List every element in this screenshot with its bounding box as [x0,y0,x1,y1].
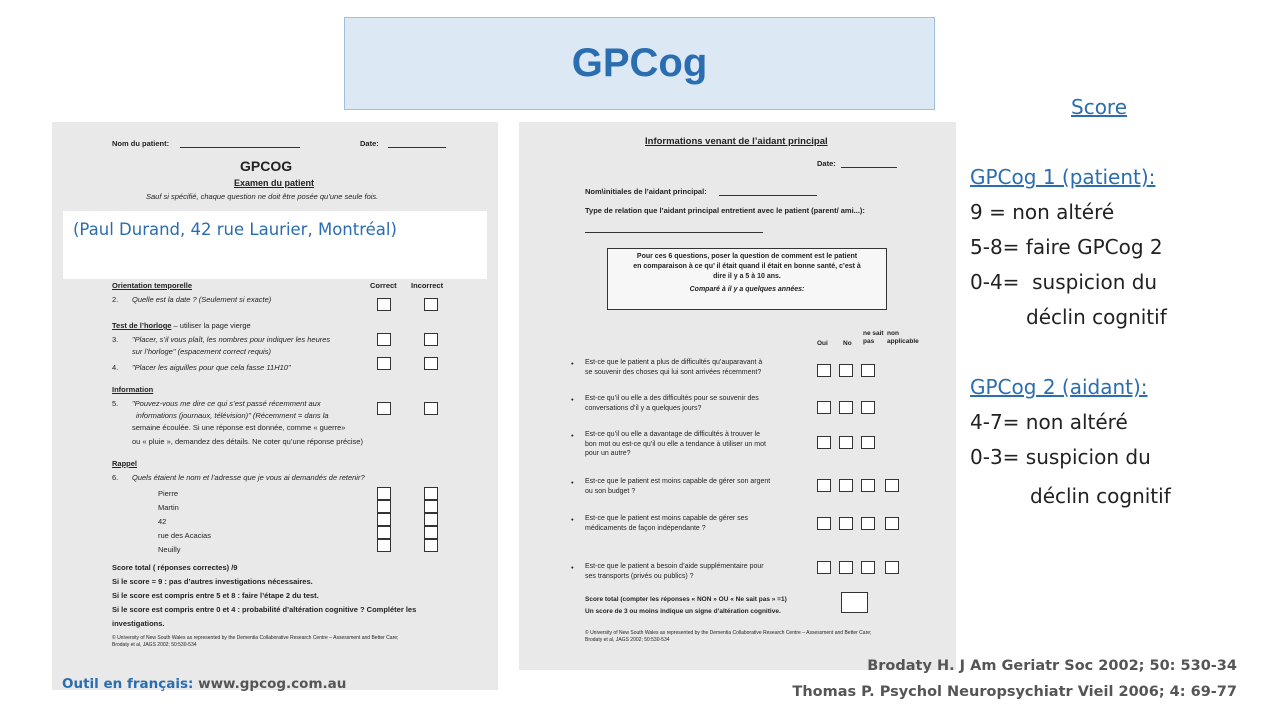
question-5-c: semaine écoulée. Si une réponse est donnée, comme « guerre» [132,423,346,432]
gpcog1-line-4: déclin cognitif [1026,305,1167,329]
section-rappel: Rappel [112,459,138,468]
col-non-applicable: non applicable [887,330,919,345]
col-correct: Correct [370,281,397,290]
q5-incorrect-checkbox[interactable] [424,402,438,415]
question-3-a: "Placer, s’il vous plaît, les nombres pour indiquer les heures [132,335,331,344]
gpcog1-line-2: 5-8= faire GPCog 2 [970,235,1163,259]
patient-date-label: Date: [360,139,379,148]
caregiver-question-5: Est-ce que le patient est moins capable de gérer ses médicaments de façon indépendante ? [585,515,749,532]
q6-number: 6. [112,473,119,482]
caregiver-score-a: Score total (compter les réponses « NON » OU « Ne sait pas » =1) [585,596,787,603]
q4-correct-checkbox[interactable] [377,357,391,370]
page-title: GPCog [571,41,708,85]
recall-correct-checkbox[interactable] [377,526,391,539]
recall-correct-checkbox[interactable] [377,487,391,500]
caregiver-instruction-box [607,248,887,310]
section-information: Information [112,385,154,394]
caregiver-question-3: Est-ce qu’il ou elle a davantage de difficultés à trouver le bon mot ou est-ce qu’il ou elle a tendance à utiliser un mot pour un autre? [585,431,766,457]
title-banner [344,17,935,110]
patient-form-heading: GPCOG [240,158,293,174]
question-5-b: informations (journaux, télévision)" (Récemment = dans la [136,411,329,420]
patient-copyright-a: © University of New South Wales as represented by the Dementia Collaborative Research Centre – Assessment and Better Care; [112,635,399,641]
caregiver-question-4: Est-ce que le patient est moins capable de gérer son argent ou son budget ? [585,478,771,495]
q2-incorrect-checkbox[interactable] [424,298,438,311]
col-no: No [843,340,852,347]
q2-oui-checkbox[interactable] [817,401,831,414]
q4-no-checkbox[interactable] [839,479,853,492]
recall-correct-checkbox[interactable] [377,539,391,552]
q3-number: 3. [112,335,119,344]
reference-1: Brodaty H. J Am Geriatr Soc 2002; 50: 530-34 [867,658,1237,674]
recall-item: Neuilly [158,545,181,554]
outil-url-link[interactable]: www.gpcog.com.au [198,676,347,692]
col-incorrect: Incorrect [411,281,444,290]
question-5-d: ou « pluie », demandez des détails. Ne coter qu’une réponse précise) [132,437,363,446]
recall-incorrect-checkbox[interactable] [424,487,438,500]
q3-no-checkbox[interactable] [839,436,853,449]
caregiver-question-1: Est-ce que le patient a plus de difficultés qu’auparavant à se souvenir des choses qui lui sont arrivées récemment? [585,359,763,376]
patient-form-instruction: Sauf si spécifié, chaque question ne doit être posée qu’une seule fois. [146,192,379,201]
patient-form-subheading: Examen du patient [234,178,315,188]
question-4: "Placer les aiguilles pour que cela fasse 11H10" [132,363,291,372]
question-5-a: "Pouvez-vous me dire ce qui s’est passé récemment aux [132,399,321,408]
patient-form-image [52,122,498,690]
patient-copyright-b: Brodaty et al, JAGS 2002; 50:530-534 [112,642,197,648]
recall-correct-checkbox[interactable] [377,513,391,526]
q5-oui-checkbox[interactable] [817,517,831,530]
caregiver-copyright-b: Brodaty et al, JAGS 2002; 50:530-534 [585,637,670,643]
q2-number: 2. [112,295,119,304]
gpcog2-line-3: déclin cognitif [1030,484,1171,508]
q5-na-checkbox[interactable] [885,517,899,530]
q1-no-checkbox[interactable] [839,364,853,377]
q2-correct-checkbox[interactable] [377,298,391,311]
score-total: Score total ( réponses correctes) /9 [112,563,238,572]
q2-no-checkbox[interactable] [839,401,853,414]
q5-correct-checkbox[interactable] [377,402,391,415]
score-rule-0-4-b: investigations. [112,619,165,628]
recall-incorrect-checkbox[interactable] [424,539,438,552]
outil-label: Outil en français: [62,676,199,692]
caregiver-score-box[interactable] [841,592,868,613]
example-name-overlay [63,211,487,279]
gpcog1-line-3: 0-4= suspicion du [970,270,1158,294]
relation-label: Type de relation que l’aidant principal entretient avec le patient (parent/ ami...): [585,206,865,215]
caregiver-date-label: Date: [817,159,836,168]
q4-nsp-checkbox[interactable] [861,479,875,492]
q5-no-checkbox[interactable] [839,517,853,530]
caregiver-question-6: Est-ce que le patient a besoin d’aide supplémentaire pour ses transports (privés ou publics) ? [585,563,764,580]
reference-2: Thomas P. Psychol Neuropsychiatr Vieil 2006; 4: 69-77 [792,684,1237,700]
recall-item: 42 [158,517,167,526]
box-line-d: Comparé à il y a quelques années: [689,286,805,293]
recall-incorrect-checkbox[interactable] [424,500,438,513]
caregiver-form-image: Informations venant de l’aidant principal Date: Nom\initiales de l’aidant principal: Type de relation que l’aidant principal entretient avec le patient (parent/ ami...): Pour ces 6 questions, poser la question de comment est le patient en comparaison à ce qu’ il était quand il était en bonne santé, c’est à dire il y a 5 à 10 ans. Comparé à il y a quelques années: Oui No ne sait pas non applicable • Est-ce que le patient a plus de difficultés qu’auparavant à se souvenir des choses qui lui sont arrivées récemment? • Est-ce qu’il ou elle a des difficultés pour se souvenir des conversations d’il y a quelques jours? • Est-ce qu’il ou elle a davantage de difficultés à trouver le bon mot ou est-ce qu’il ou elle a tendance à utiliser un mot pour un autre? • Est-ce que le patient est moins capable de gérer son argent ou son budget ? • Est-ce que le patient est moins capable de gérer ses médicaments de façon indépendante ? • Est-ce que le patient a besoin d’aide supplémentaire pour ses transports (privés ou publics) ? Score total (compter les réponses « NON » OU « Ne sait pas » =1) Un score de 3 ou moins indique un signe d’altération cognitive. © University of New South Wales as represented by the Dementia Collaborative Research Centre – Assessment and Better Care; Brodaty et al, JAGS 2002; 50:530-534 [519,122,956,670]
patient-name-label: Nom du patient: [112,139,170,148]
gpcog2-label[interactable]: GPCog 2 (aidant): [970,375,1148,399]
caregiver-question-2: Est-ce qu’il ou elle a des difficultés pour se souvenir des conversations d’il y a quelques jours? [585,395,759,412]
score-rule-0-4-a: Si le score est compris entre 0 et 4 : probabilité d’altération cognitive ? Compléter les [112,605,417,614]
gpcog2-line-1: 4-7= non altéré [970,410,1128,434]
col-oui: Oui [817,340,828,347]
recall-incorrect-checkbox[interactable] [424,526,438,539]
box-line-a: Pour ces 6 questions, poser la question de comment est le patient [636,253,858,260]
gpcog1-label[interactable]: GPCog 1 (patient): [970,165,1156,189]
col-ne-sait-pas: ne sait pas [863,330,884,345]
q4-oui-checkbox[interactable] [817,479,831,492]
score-rule-9: Si le score = 9 : pas d’autres investigations nécessaires. [112,577,313,586]
box-line-b: en comparaison à ce qu’ il était quand il était en bonne santé, c’est à [633,263,861,270]
caregiver-copyright-a: © University of New South Wales as represented by the Dementia Collaborative Research Centre – Assessment and Better Care; [585,630,872,636]
question-3-b: sur l’horloge" (espacement correct requis) [132,347,271,356]
q6-nsp-checkbox[interactable] [861,561,875,574]
example-patient-text: (Paul Durand, 42 rue Laurier, Montréal) [73,220,397,239]
gpcog1-line-1: 9 = non altéré [970,200,1115,224]
q6-oui-checkbox[interactable] [817,561,831,574]
q1-oui-checkbox[interactable] [817,364,831,377]
score-heading[interactable]: Score [1071,95,1128,119]
section-orientation: Orientation temporelle [112,281,193,290]
q3-nsp-checkbox[interactable] [861,436,875,449]
caregiver-form-heading: Informations venant de l’aidant principal [645,136,828,147]
section-horloge: Test de l’horloge – utiliser la page vierge [112,321,251,330]
q3-oui-checkbox[interactable] [817,436,831,449]
recall-incorrect-checkbox[interactable] [424,513,438,526]
score-panel [970,160,1270,514]
recall-item: rue des Acacias [158,531,211,540]
score-rule-5-8: Si le score est compris entre 5 et 8 : faire l’étape 2 du test. [112,591,319,600]
box-line-c: dire il y a 5 à 10 ans. [713,273,781,280]
q4-incorrect-checkbox[interactable] [424,357,438,370]
q5-number: 5. [112,399,119,408]
q5-nsp-checkbox[interactable] [861,517,875,530]
caregiver-score-b: Un score de 3 ou moins indique un signe d’altération cognitive. [585,608,781,615]
recall-correct-checkbox[interactable] [377,500,391,513]
q3-correct-checkbox[interactable] [377,333,391,346]
q2-nsp-checkbox[interactable] [861,401,875,414]
q3-incorrect-checkbox[interactable] [424,333,438,346]
recall-item: Martin [158,503,179,512]
q1-nsp-checkbox[interactable] [861,364,875,377]
caregiver-name-label: Nom\initiales de l’aidant principal: [585,187,707,196]
outil-footer [62,676,346,692]
question-6: Quels étaient le nom et l’adresse que je vous ai demandés de retenir? [132,473,365,482]
q4-na-checkbox[interactable] [885,479,899,492]
gpcog2-line-2: 0-3= suspicion du [970,445,1151,469]
q4-number: 4. [112,363,119,372]
recall-item: Pierre [158,489,179,498]
q6-na-checkbox[interactable] [885,561,899,574]
question-2: Quelle est la date ? (Seulement si exacte) [132,295,272,304]
q6-no-checkbox[interactable] [839,561,853,574]
